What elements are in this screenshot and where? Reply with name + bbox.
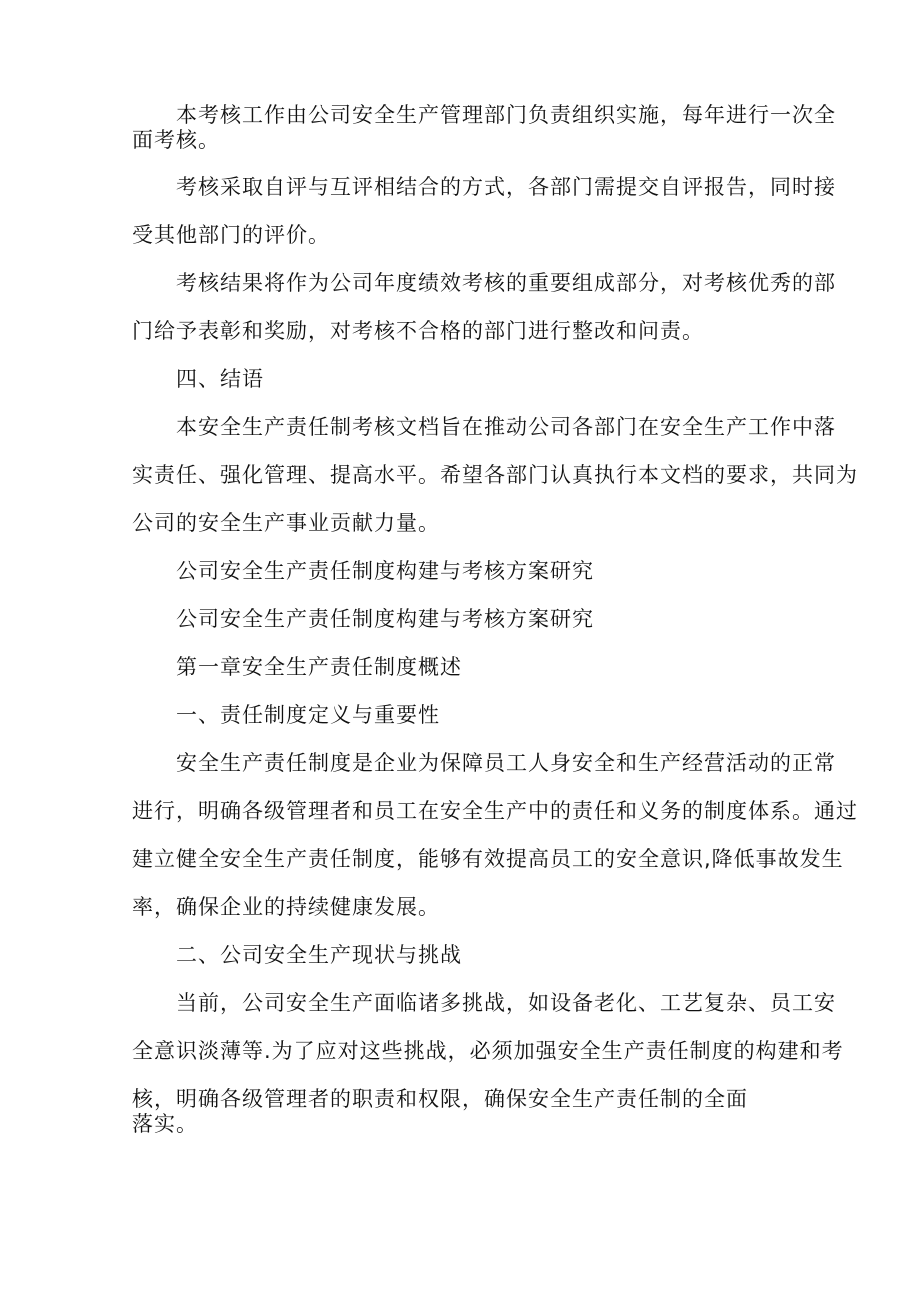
chapter-heading: 第一章安全生产责任制度概述: [176, 655, 462, 679]
paragraph-line: 建立健全安全生产责任制度，能够有效提高员工的安全意识,降低事故发生: [132, 847, 844, 871]
document-title: 公司安全生产责任制度构建与考核方案研究: [176, 559, 594, 583]
paragraph-line: 核，明确各级管理者的职责和权限，确保安全生产责任制的全面: [132, 1087, 748, 1111]
paragraph-line: 当前，公司安全生产面临诸多挑战，如设备老化、工艺复杂、员工安: [176, 991, 836, 1015]
paragraph-line: 受其他部门的评价。: [132, 223, 330, 247]
paragraph-line: 公司的安全生产事业贡献力量。: [132, 511, 440, 535]
paragraph-line: 全意识淡薄等.为了应对这些挑战，必须加强安全生产责任制度的构建和考: [132, 1039, 844, 1063]
document-title: 公司安全生产责任制度构建与考核方案研究: [176, 607, 594, 631]
paragraph-line: 考核结果将作为公司年度绩效考核的重要组成部分，对考核优秀的部: [176, 271, 836, 295]
paragraph-line: 进行，明确各级管理者和员工在安全生产中的责任和义务的制度体系。通过: [132, 799, 858, 823]
section-heading: 二、公司安全生产现状与挑战: [176, 943, 462, 967]
paragraph-line: 实责任、强化管理、提高水平。希望各部门认真执行本文档的要求，共同为: [132, 463, 858, 487]
paragraph-line: 面考核。: [132, 128, 220, 152]
paragraph-line: 本安全生产责任制考核文档旨在推动公司各部门在安全生产工作中落: [176, 415, 836, 439]
section-heading: 一、责任制度定义与重要性: [176, 703, 440, 727]
paragraph-line: 率，确保企业的持续健康发展。: [132, 895, 440, 919]
paragraph-line: 考核采取自评与互评相结合的方式，各部门需提交自评报告，同时接: [176, 175, 836, 199]
paragraph-line: 落实。: [132, 1112, 198, 1136]
paragraph-line: 本考核工作由公司安全生产管理部门负责组织实施，每年进行一次全: [176, 103, 836, 127]
paragraph-line: 安全生产责任制度是企业为保障员工人身安全和生产经营活动的正常: [176, 751, 836, 775]
paragraph-line: 门给予表彰和奖励，对考核不合格的部门进行整改和问责。: [132, 319, 704, 343]
section-heading: 四、结语: [176, 367, 264, 391]
